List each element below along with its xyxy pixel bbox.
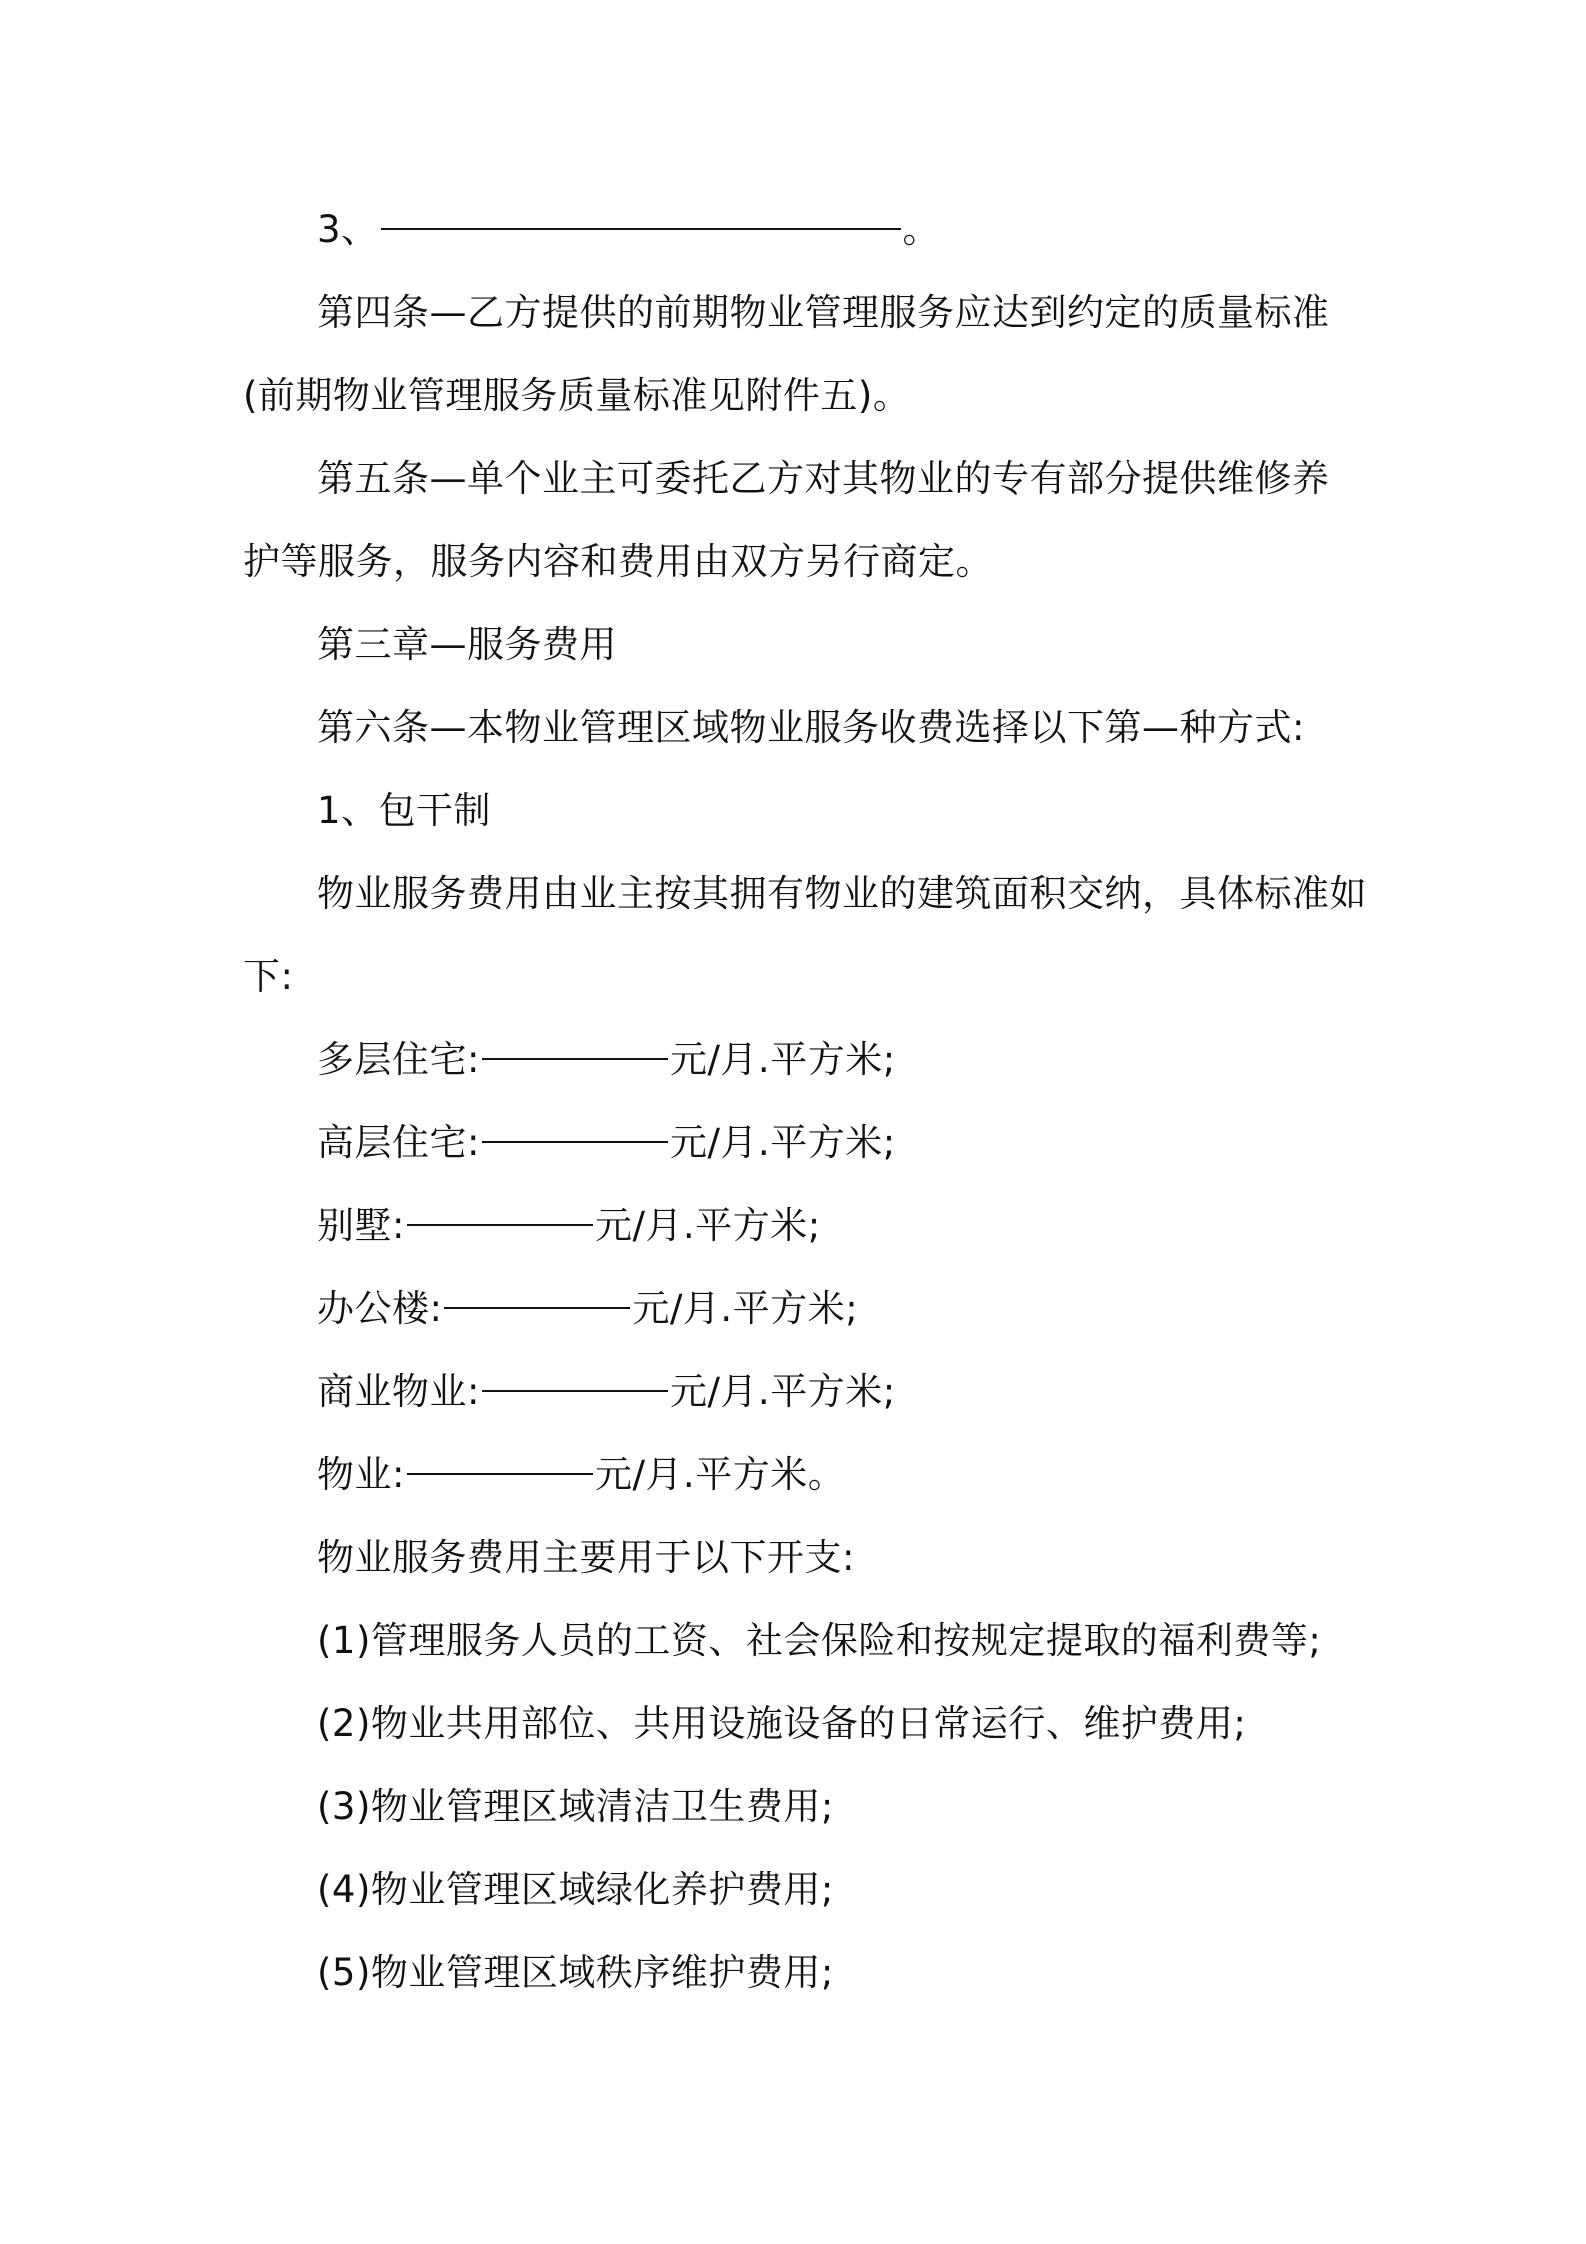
article-4-line-2: (前期物业管理服务质量标准见附件五)。 <box>243 374 911 417</box>
rate-line-multistory <box>317 1035 896 1085</box>
rate-line-office <box>317 1284 858 1334</box>
item-3-prefix: 3、 <box>317 208 379 251</box>
item-3-suffix: 。 <box>902 208 941 251</box>
rate-unit: 元/月.平方米; <box>669 1121 896 1164</box>
rate-label: 办公楼: <box>317 1287 443 1330</box>
fill-blank <box>444 1307 630 1309</box>
expense-item-4: (4)物业管理区域绿化养护费用; <box>317 1868 834 1911</box>
expense-item-5: (5)物业管理区域秩序维护费用; <box>317 1951 834 1994</box>
rate-line-commercial <box>317 1367 896 1417</box>
fill-blank <box>407 1473 593 1475</box>
rate-label: 高层住宅: <box>317 1121 480 1164</box>
rate-label: 多层住宅: <box>317 1038 480 1081</box>
fill-blank <box>407 1224 593 1226</box>
expense-intro-line: 物业服务费用主要用于以下开支: <box>317 1536 855 1579</box>
item-3-line <box>317 205 940 255</box>
expense-item-3: (3)物业管理区域清洁卫生费用; <box>317 1785 834 1828</box>
rate-label: 商业物业: <box>317 1370 480 1413</box>
rate-line-villa <box>317 1201 821 1251</box>
article-6-line: 第六条—本物业管理区域物业服务收费选择以下第—种方式: <box>317 706 1305 749</box>
option-1-line: 1、包干制 <box>317 789 492 832</box>
article-4-line-1: 第四条—乙方提供的前期物业管理服务应达到约定的质量标准 <box>317 291 1330 334</box>
fill-blank <box>482 1141 668 1143</box>
expense-item-1: (1)管理服务人员的工资、社会保险和按规定提取的福利费等; <box>317 1619 1322 1662</box>
fee-intro-line-1: 物业服务费用由业主按其拥有物业的建筑面积交纳，具体标准如 <box>317 872 1367 915</box>
rate-unit: 元/月.平方米; <box>594 1204 821 1247</box>
fill-blank <box>381 228 901 230</box>
fill-blank <box>482 1390 668 1392</box>
expense-item-2: (2)物业共用部位、共用设施设备的日常运行、维护费用; <box>317 1702 1247 1745</box>
rate-label: 物业: <box>317 1453 405 1496</box>
rate-label: 别墅: <box>317 1204 405 1247</box>
fee-intro-line-2: 下: <box>243 955 294 998</box>
rate-unit: 元/月.平方米; <box>632 1287 859 1330</box>
article-5-line-1: 第五条—单个业主可委托乙方对其物业的专有部分提供维修养 <box>317 457 1330 500</box>
rate-unit: 元/月.平方米。 <box>594 1453 846 1496</box>
chapter-3-heading: 第三章—服务费用 <box>317 623 617 666</box>
article-5-line-2: 护等服务，服务内容和费用由双方另行商定。 <box>243 540 993 583</box>
rate-line-property <box>317 1450 845 1500</box>
rate-line-highrise <box>317 1118 896 1168</box>
rate-unit: 元/月.平方米; <box>669 1370 896 1413</box>
rate-unit: 元/月.平方米; <box>669 1038 896 1081</box>
fill-blank <box>482 1058 668 1060</box>
